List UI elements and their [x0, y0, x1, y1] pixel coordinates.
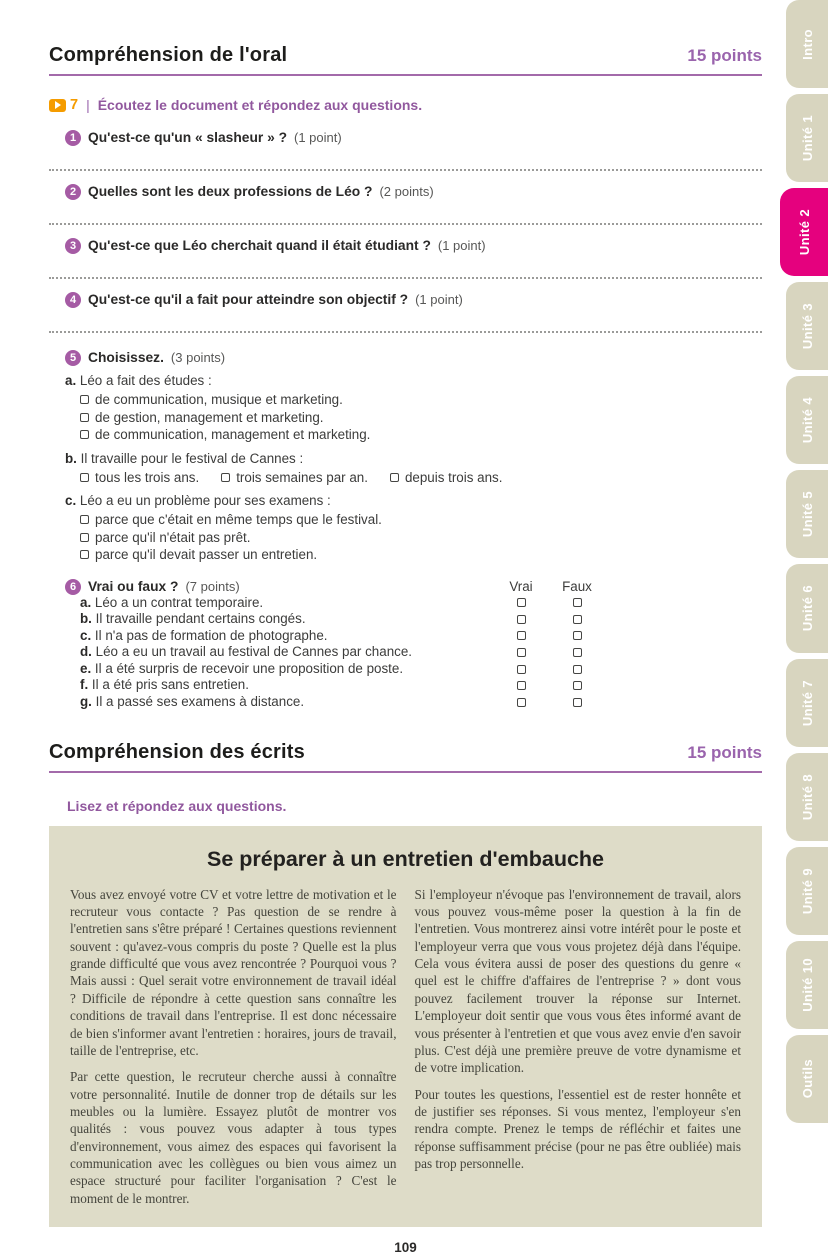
question-1-badge: 1 — [65, 130, 81, 146]
choice-b-stem — [65, 451, 762, 466]
checkbox-icon[interactable] — [80, 533, 89, 542]
article-columns — [70, 886, 741, 1207]
question-1-points: (1 point) — [294, 130, 342, 145]
question-4-text: Qu'est-ce qu'il a fait pour atteindre son objectif ? — [88, 292, 409, 307]
faux-checkbox[interactable] — [573, 615, 582, 624]
vf-row-c — [80, 628, 762, 645]
oral-section-points: 15 points — [687, 46, 762, 65]
option-label: tous les trois ans. — [95, 469, 200, 485]
choice-a-stem-text: Léo a fait des études : — [79, 373, 212, 388]
question-3 — [65, 238, 762, 254]
option-label: parce qu'il devait passer un entretien. — [95, 547, 318, 562]
choice-group-b — [65, 451, 762, 487]
choice-group-c — [65, 493, 762, 564]
vf-row-g — [80, 694, 762, 711]
question-5-title: Choisissez. — [88, 350, 164, 365]
oral-section-rule — [49, 74, 762, 76]
question-6-points: (7 points) — [185, 578, 240, 594]
vf-a-letter: a. — [80, 594, 92, 610]
checkbox-icon[interactable] — [80, 515, 89, 524]
ecrits-section-header — [49, 741, 762, 764]
vf-b-letter: b. — [80, 611, 92, 627]
choice-a-option-1[interactable] — [80, 391, 762, 409]
faux-checkbox[interactable] — [573, 698, 582, 707]
vf-row-d — [80, 644, 762, 661]
choice-c-option-2[interactable] — [80, 529, 762, 547]
oral-exercise-instruction-row — [49, 97, 762, 113]
option-label: de communication, management et marketing. — [95, 427, 371, 442]
article-paragraph: Pour toutes les questions, l'essentiel est de rester honnête et de justifier ses réponses. Si vous mentez, l'employeur s'en rendra compte. Prenez le temps de réfléchir et faites une réponse suffisamment précise (pour ne pas être oubliée) mais pas trop personnelle. — [414, 1086, 741, 1172]
tab-intro[interactable]: Intro — [786, 0, 828, 88]
answer-line-1[interactable] — [49, 169, 762, 171]
article-paragraph: Par cette question, le recruteur cherche aussi à connaître votre personnalité. Inutile de donner trop de détails sur les meubles ou la lumière. Essayez plutôt de montrer vos qualités : vous pouvez vous adapter à tous types d'environnement, vous aimez des espaces qui favorisent la communication avec les collègues ou bien vous aimez un espace structuré pour faciliter l'organisation ? C'est le moment de le montrer. — [70, 1069, 397, 1206]
vf-row-b — [80, 611, 762, 628]
tab-unite-4[interactable]: Unité 4 — [786, 376, 828, 464]
question-4-points: (1 point) — [415, 292, 463, 307]
vf-c-text: Il n'a pas de formation de photographe. — [94, 627, 328, 643]
article-right-column — [415, 886, 742, 1207]
tab-unite-2[interactable]: Unité 2 — [780, 188, 828, 276]
audio-play-icon[interactable] — [49, 99, 66, 112]
option-label: parce que c'était en même temps que le festival. — [95, 512, 382, 527]
choice-a-option-2[interactable] — [80, 409, 762, 427]
article-title: Se préparer à un entretien d'embauche — [206, 846, 604, 871]
question-5 — [65, 350, 762, 366]
choice-c-options — [80, 511, 762, 564]
question-4 — [65, 292, 762, 308]
choice-b-options — [80, 469, 762, 487]
checkbox-icon[interactable] — [80, 413, 89, 422]
choice-c-stem-text: Léo a eu un problème pour ses examens : — [79, 493, 331, 508]
tab-unite-1[interactable]: Unité 1 — [786, 94, 828, 182]
answer-line-4[interactable] — [49, 331, 762, 333]
question-1-text: Qu'est-ce qu'un « slasheur » ? — [88, 130, 288, 145]
ecrits-section-title: Compréhension des écrits — [49, 740, 305, 763]
question-5-points: (3 points) — [170, 350, 226, 365]
faux-checkbox[interactable] — [573, 681, 582, 690]
tab-unite-6[interactable]: Unité 6 — [786, 564, 828, 652]
choice-b-option-3[interactable] — [390, 469, 503, 487]
option-label: depuis trois ans. — [404, 469, 503, 485]
vf-f-letter: f. — [80, 677, 89, 693]
vrai-checkbox[interactable] — [517, 631, 526, 640]
faux-checkbox[interactable] — [573, 631, 582, 640]
play-triangle-icon — [55, 101, 61, 109]
vf-e-letter: e. — [80, 660, 92, 676]
vf-a-text: Léo a un contrat temporaire. — [94, 594, 264, 610]
column-header-vrai: Vrai — [509, 578, 533, 594]
question-2-points: (2 points) — [379, 184, 434, 199]
question-2-text: Quelles sont les deux professions de Léo ? — [88, 184, 373, 199]
tab-unite-8[interactable]: Unité 8 — [786, 753, 828, 841]
choice-c-option-3[interactable] — [80, 546, 762, 564]
vf-d-letter: d. — [80, 644, 92, 660]
vf-g-text: Il a passé ses examens à distance. — [95, 694, 305, 710]
vf-b-text: Il travaille pendant certains congés. — [95, 611, 306, 627]
vf-g-letter: g. — [80, 694, 92, 710]
choice-group-a — [65, 373, 762, 444]
checkbox-icon[interactable] — [80, 395, 89, 404]
option-label: parce qu'il n'était pas prêt. — [95, 529, 251, 545]
unit-tabs-sidebar — [786, 0, 828, 1123]
choice-b-option-2[interactable] — [221, 469, 368, 487]
option-label: de communication, musique et marketing. — [95, 392, 343, 407]
question-3-text: Qu'est-ce que Léo cherchait quand il était étudiant ? — [88, 238, 431, 253]
tab-unite-3[interactable]: Unité 3 — [786, 282, 828, 370]
exercise-instruction: Écoutez le document et répondez aux questions. — [97, 97, 423, 113]
vf-row-f — [80, 677, 762, 694]
vf-row-a — [80, 595, 762, 612]
column-header-faux: Faux — [562, 578, 592, 594]
vf-f-text: Il a été pris sans entretien. — [91, 677, 249, 693]
question-4-badge: 4 — [65, 292, 81, 308]
question-2-badge: 2 — [65, 184, 81, 200]
ecrits-section-points: 15 points — [687, 742, 762, 762]
option-label: de gestion, management et marketing. — [95, 409, 324, 425]
question-3-points: (1 point) — [437, 238, 486, 253]
page-number: 109 — [394, 1240, 417, 1255]
question-6-badge: 6 — [65, 579, 81, 595]
vrai-checkbox[interactable] — [517, 648, 526, 657]
choice-b-option-1[interactable] — [80, 469, 199, 487]
choice-a-options — [80, 391, 762, 444]
question-6 — [49, 579, 762, 711]
oral-section-title: Compréhension de l'oral — [49, 44, 288, 66]
choice-b-stem-text: Il travaille pour le festival de Cannes : — [80, 450, 304, 466]
vrai-checkbox[interactable] — [517, 598, 526, 607]
reading-article — [49, 826, 762, 1227]
faux-checkbox[interactable] — [573, 648, 582, 657]
vf-d-text: Léo a eu un travail au festival de Cannes par chance. — [95, 644, 413, 660]
tab-unite-5[interactable]: Unité 5 — [786, 470, 828, 558]
checkbox-icon[interactable] — [80, 473, 89, 482]
question-2 — [65, 184, 762, 200]
oral-section-header — [49, 44, 762, 67]
article-left-column — [70, 886, 397, 1207]
checkbox-icon[interactable] — [390, 473, 399, 482]
question-6-title: Vrai ou faux ? — [88, 578, 179, 594]
faux-checkbox[interactable] — [573, 665, 582, 674]
choice-a-stem — [65, 373, 762, 388]
choice-a-option-3[interactable] — [80, 426, 762, 444]
vrai-checkbox[interactable] — [517, 665, 526, 674]
checkbox-icon[interactable] — [80, 550, 89, 559]
question-1 — [65, 130, 762, 146]
tab-outils[interactable]: Outils — [786, 1035, 828, 1123]
vrai-faux-header — [65, 579, 762, 595]
option-label: trois semaines par an. — [236, 469, 368, 485]
tab-unite-10[interactable]: Unité 10 — [786, 941, 828, 1029]
choice-a-letter: a. — [65, 373, 77, 388]
checkbox-icon[interactable] — [80, 430, 89, 439]
page-content — [49, 0, 762, 1255]
choice-b-letter: b. — [65, 450, 77, 466]
ecrits-instruction: Lisez et répondez aux questions. — [67, 797, 287, 814]
answer-line-3[interactable] — [49, 277, 762, 279]
exercise-number: 7 — [70, 97, 79, 113]
choice-c-stem — [65, 493, 762, 508]
answer-line-2[interactable] — [49, 223, 762, 225]
article-paragraph: Vous avez envoyé votre CV et votre lettre de motivation et le recruteur vous contacte ? Pas question de se rendre à l'entretien sans s'être préparé ! Certaines questions reviennent souvent : qu'avez-vous compris du poste ? Quelle est la plus grande difficulté que vous avez rencontrée ? Pourquoi vous ? Mais aussi : Quel serait votre environnement de travail idéal ? Difficile de répondre à cette question sans connaître les conditions de travail dans l'entreprise. Il est donc nécessaire de bien s'informer avant l'entretien : horaires, jours de travail, taille de l'entreprise, etc. — [70, 886, 397, 1058]
faux-checkbox[interactable] — [573, 598, 582, 607]
vf-row-e — [80, 661, 762, 678]
exercise-separator: | — [86, 97, 90, 113]
ecrits-section-rule — [49, 771, 762, 773]
vrai-checkbox[interactable] — [517, 698, 526, 707]
question-3-badge: 3 — [65, 238, 81, 254]
vf-e-text: Il a été surpris de recevoir une proposition de poste. — [94, 660, 404, 676]
checkbox-icon[interactable] — [221, 473, 230, 482]
choice-c-letter: c. — [65, 493, 77, 508]
tab-unite-7[interactable]: Unité 7 — [786, 659, 828, 747]
vrai-checkbox[interactable] — [517, 681, 526, 690]
tab-unite-9[interactable]: Unité 9 — [786, 847, 828, 935]
question-5-badge: 5 — [65, 350, 81, 366]
article-paragraph: Si l'employeur n'évoque pas l'environnement de travail, alors vous pouvez vous-même poser la question à la fin de l'entretien. Vous montrerez ainsi votre intérêt pour le poste et l'employeur verra que vous vous projetez déjà dans l'équipe. Cela vous évitera aussi de poser des questions du genre « quel est le chiffre d'affaires de l'entreprise ? » dont vous pouvez facilement trouver la réponse sur Internet. L'employeur doit sentir que vous vous êtes informé avant de vous présenter à l'entretien et que vous avez envie d'en savoir plus. C'est déjà une première preuve de votre dynamisme et de votre implication. — [414, 886, 741, 1076]
choice-c-option-1[interactable] — [80, 511, 762, 529]
vrai-checkbox[interactable] — [517, 615, 526, 624]
vf-c-letter: c. — [80, 627, 92, 643]
